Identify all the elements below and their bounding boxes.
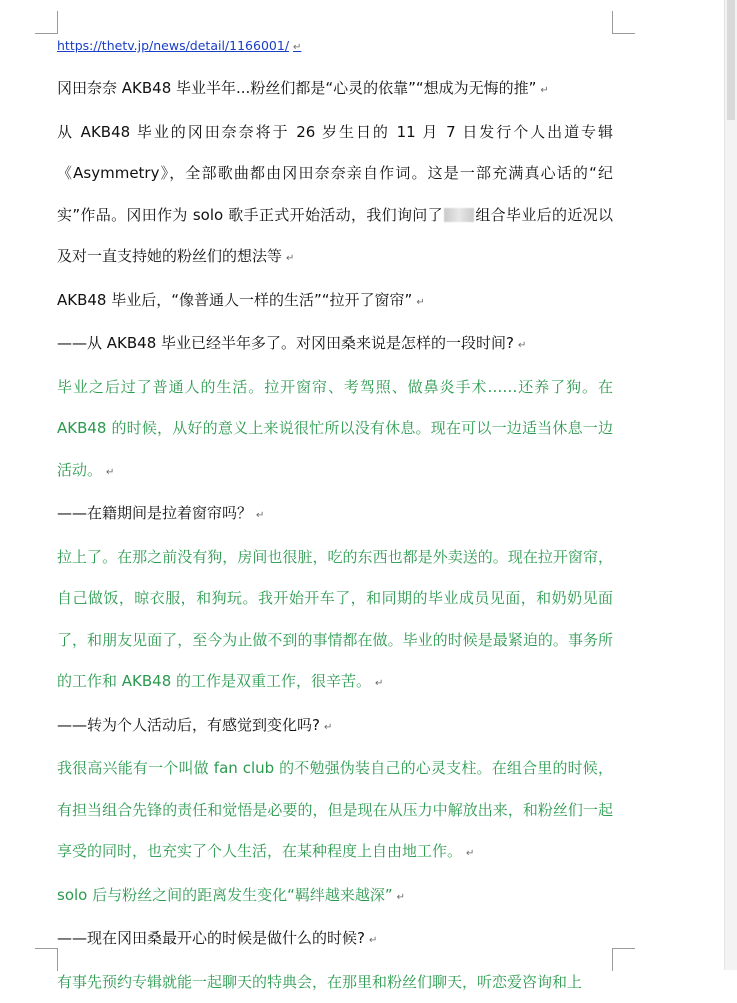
crop-mark-top-left (35, 11, 58, 34)
question-4: ——现在冈田桑最开心的时候是做什么的时候? ↵ (57, 918, 613, 962)
answer-1: 毕业之后过了普通人的生活。拉开窗帘、考驾照、做鼻炎手术……还养了狗。在 AKB48 的时候，从好的意义上来说很忙所以没有休息。现在可以一边适当休息一边活动。 ↵ (57, 367, 613, 494)
return-mark-icon: ↵ (375, 678, 383, 689)
source-url-line[interactable] (57, 36, 613, 58)
return-mark-icon: ↵ (106, 467, 114, 478)
blurred-redaction (444, 208, 474, 222)
vertical-scrollbar[interactable] (724, 0, 737, 970)
return-mark-icon: ↵ (540, 85, 548, 96)
return-mark-icon: ↵ (369, 935, 377, 946)
return-mark-icon: ↵ (397, 892, 405, 903)
source-url[interactable]: https://thetv.jp/news/detail/1166001/ (57, 38, 289, 53)
return-mark-icon: ↵ (256, 510, 264, 521)
return-mark-icon: ↵ (518, 340, 526, 351)
return-mark-icon: ↵ (293, 42, 301, 53)
answer-4: 有事先预约专辑就能一起聊天的特典会，在那里和粉丝们聊天，听恋爱咨询和上 (57, 962, 613, 1003)
question-1: ——从 AKB48 毕业已经半年多了。对冈田桑来说是怎样的一段时间? ↵ (57, 323, 613, 367)
section-heading-1: AKB48 毕业后，“像普通人一样的生活”“拉开了窗帘” ↵ (57, 280, 613, 324)
document-body[interactable] (57, 36, 613, 1003)
article-title: 冈田奈奈 AKB48 毕业半年...粉丝们都是“心灵的依靠”“想成为无悔的推” ↵ (57, 68, 613, 112)
return-mark-icon: ↵ (286, 253, 294, 264)
question-2: ——在籍期间是拉着窗帘吗？ ↵ (57, 493, 613, 537)
crop-mark-bottom-right (612, 948, 635, 971)
scrollbar-thumb[interactable] (727, 0, 735, 120)
return-mark-icon: ↵ (466, 848, 474, 859)
crop-mark-top-right (612, 11, 635, 34)
section-heading-2: solo 后与粉丝之间的距离发生变化“羁绊越来越深” ↵ (57, 875, 613, 919)
return-mark-icon: ↵ (416, 297, 424, 308)
answer-2: 拉上了。在那之前没有狗，房间也很脏，吃的东西也都是外卖送的。现在拉开窗帘，自己做饭，晾衣服，和狗玩。我开始开车了，和同期的毕业成员见面，和奶奶见面了，和朋友见面了，至今为止做不到的事情都在做。毕业的时候是最紧迫的。事务所的工作和 AKB48 的工作是双重工作，很辛苦。 ↵ (57, 537, 613, 705)
crop-mark-bottom-left (35, 948, 58, 971)
return-mark-icon: ↵ (324, 722, 332, 733)
question-3: ——转为个人活动后，有感觉到变化吗? ↵ (57, 705, 613, 749)
intro-paragraph: 从 AKB48 毕业的冈田奈奈将于 26 岁生日的 11 月 7 日发行个人出道专辑《Asymmetry》，全部歌曲都由冈田奈奈亲自作词。这是一部充满真心话的“纪实”作品。冈田作为 solo 歌手正式开始活动，我们询问了 组合毕业后的近况以及对一直支持她的粉丝们的想法等 ↵ (57, 112, 613, 280)
answer-3: 我很高兴能有一个叫做 fan club 的不勉强伪装自己的心灵支柱。在组合里的时候，有担当组合先锋的责任和觉悟是必要的，但是现在从压力中解放出来，和粉丝们一起享受的同时，也充实了个人生活，在某种程度上自由地工作。 ↵ (57, 748, 613, 875)
